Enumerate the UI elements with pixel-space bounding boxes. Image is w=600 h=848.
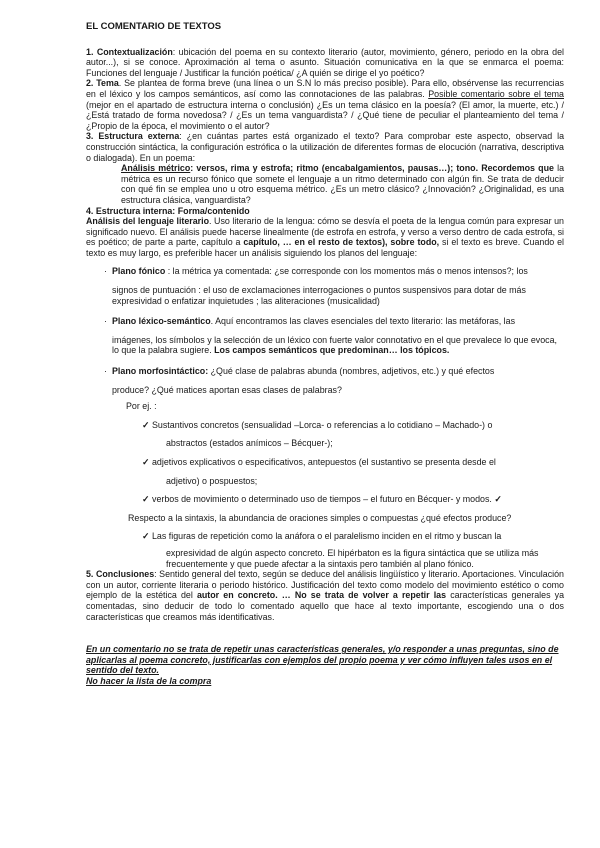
bullet-heading: Plano léxico-semántico [112,316,211,327]
section-text: (mejor en el apartado de estructura interna o conclusión) ¿Es un tema clásico en la poesía? (El amor, la muerte, etc.) / ¿Está tratado de forma novedosa? / ¿Es un tema vanguardista? / ¿Qué tiene de peculiar el planteamiento del tema / ¿Propio de la época, el movimiento o el autor? [86,99,564,131]
section-tema [86,78,564,131]
section-heading: 4. Estructura interna: Forma/contenido [86,205,250,216]
section-contextualizacion [86,47,564,79]
check-icon: ✓ [494,494,502,505]
bullet-text: . Aquí encontramos las claves esenciales del texto literario: las metáforas, las [210,316,516,327]
section-text: : ¿en cuántas partes está organizado el texto? Para comprobar este aspecto, observad la construcción sintáctica, la configuración estrófica o la utilización de diferentes formas de elocución (narrativa, descriptiva o dialogada). En un poema: [86,131,565,163]
check-text: Sustantivos concretos (sensualidad –Lorca- o referencias a lo cotidiano – Machado-) o [152,419,493,430]
section-heading: 5. Conclusiones [86,569,155,580]
bullet-heading: Plano morfosintáctico: [112,366,209,377]
check-text: Las figuras de repetición como la anáfora o el paralelismo inciden en el ritmo y buscan la [152,531,502,542]
bullet-text: imágenes, los símbolos y la selección de un léxico con fuerte valor connotativo en el que prevalece lo que evoca, lo que la palabra sugiere. [112,334,557,356]
section-heading: 3. Estructura externa [86,131,180,142]
section-conclusiones [86,569,564,622]
metric-bold-text: : versos, rima y estrofa; ritmo (encabalgamientos, pausas…); tono. Recordemos que [190,163,554,174]
section-text: : Sentido general del texto, según se deduce del análisis lingüístico y literario. Aportaciones. Vinculación con un autor, corriente literaria o periodo histórico. Justificación del texto como modelo del movimiento estético o como ejemplo de la estética del [86,569,564,601]
bullet-dot: · [104,316,107,327]
document-page [86,22,564,687]
check-icon: ✓ [142,531,150,542]
bullet-line [86,316,564,327]
check-continuation: abstractos (estados anímicos – Bécquer-); [166,438,333,449]
check-item-figuras [142,531,564,542]
example-label: Por ej. : [126,401,157,412]
bullet-continuation: produce? ¿Qué matices aportan esas clases de palabras? [112,384,342,395]
section-estructura-interna [86,206,564,217]
section-text: características generales ya comentadas, sino deducir de todo lo comentado aquello que hace al texto importante, escogiendo una o dos características que creamos más identificativas. [86,590,565,622]
bullet-dot: · [104,266,107,277]
check-continuation: expresividad de algún aspecto concreto. El hipérbaton es la figura sintáctica que se utiliza más frecuentemente y que puede afectar a la sintaxis pero también al plano fónico. [166,547,539,569]
metric-text: la métrica es un recurso fónico que somete el lenguaje a un ritmo determinado con algún fin. Se trata de deducir con qué fin se emplea uno u otro esquema métrico. ¿Es un metro clásico? ¿Innovación? ¿Originalidad, es una estructura clásica, vanguardista? [121,163,565,205]
section-number: 1 [86,46,91,57]
check-icon: ✓ [142,419,150,430]
final-note: En un comentario no se trata de repetir unas características generales, y/o responder a unas preguntas, sino de aplicarlas al poema concreto, justificarlas con ejemplos del propio poema y ver cómo influyen tales usos en el sentido del texto. [86,644,559,676]
underlined-phrase: Posible comentario sobre el tema [428,88,564,99]
check-item-verbos [142,494,564,505]
check-continuation: adjetivo) o pospuestos; [166,475,258,486]
bullet-line [86,366,564,377]
metric-heading: Análisis métrico [121,163,191,174]
language-analysis [86,216,564,258]
check-icon: ✓ [142,494,150,505]
check-text: adjetivos explicativos o especificativos, antepuestos (el sustantivo se presenta desde el [152,457,496,467]
section-text: : ubicación del poema en su contexto literario (autor, movimiento, género, periodo en la obra del autor...), si se conoce. Aproximación al tema o asunto. Situación comunicativa en la que se enmarca el poema: Funciones del lenguaje / Justificar la función poética/ ¿A quién se dirige el yo poético? [86,46,564,78]
bullet-text: ¿Qué clase de palabras abunda (nombres, adjetivos, etc.) y qué efectos [208,366,495,377]
language-heading: Análisis del lenguaje literario [86,216,210,227]
bullet-continuation [86,335,564,356]
syntax-note: Respecto a la sintaxis, la abundancia de oraciones simples o compuestas ¿qué efectos produce? [128,512,512,523]
language-text: si el texto es breve. Cuando el texto es muy largo, es preferible hacer un análisis siguiendo los planos del lenguaje: [86,237,564,258]
language-bold-text: capítulo, … en el resto de textos), sobre todo, [243,237,440,248]
section-bold-text: autor en concreto. … No se trata de volver a repetir las [196,590,447,601]
bullet-plano-lexico [86,316,564,356]
language-text: . Uso literario de la lengua: cómo se desvía el poeta de la lengua común para expresar un significado nuevo. El análisis puede hacerse linealmente (de estrofa en estrofa, y verso a verso dentro de cada estrofa, si es poético; de parte a parte, capítulo a [86,216,564,248]
bullet-heading: Plano fónico [112,266,166,277]
bullet-text: : la métrica ya comentada: ¿se corresponde con los momentos más o menos intensos?; los [165,266,528,277]
bullet-line [86,266,564,277]
check-item-adjetivos [142,457,564,468]
metric-analysis [121,163,564,205]
section-estructura-externa [86,131,564,163]
document-title: EL COMENTARIO DE TEXTOS [86,21,222,32]
bullet-plano-fonico [86,266,564,306]
check-icon: ✓ [142,457,150,467]
bullet-continuation: signos de puntuación : el uso de exclamaciones interrogaciones o puntos suspensivos para dotar de más expresividad o enfatizar inquietudes ; las aliteraciones (musicalidad) [112,285,526,306]
section-heading: . Contextualización [90,46,173,57]
final-note-shopping-list: No hacer la lista de la compra [86,675,212,686]
section-text: . Se plantea de forma breve (una línea o un S.N lo más preciso posible). Para ello, obsérvense las recurrencias en el léxico y los campos semánticos, así como las connotaciones de las palabras. [86,78,564,99]
bullet-dot: · [104,366,107,377]
section-heading: 2. Tema [86,78,119,89]
bullet-bold-text: Los campos semánticos que predominan… los tópicos. [214,345,450,356]
check-text: verbos de movimiento o determinado uso de tiempos – el futuro en Bécquer- y modos. [152,494,495,505]
bullet-plano-morfosintactico [86,366,564,395]
check-item-sustantivos [142,420,564,431]
